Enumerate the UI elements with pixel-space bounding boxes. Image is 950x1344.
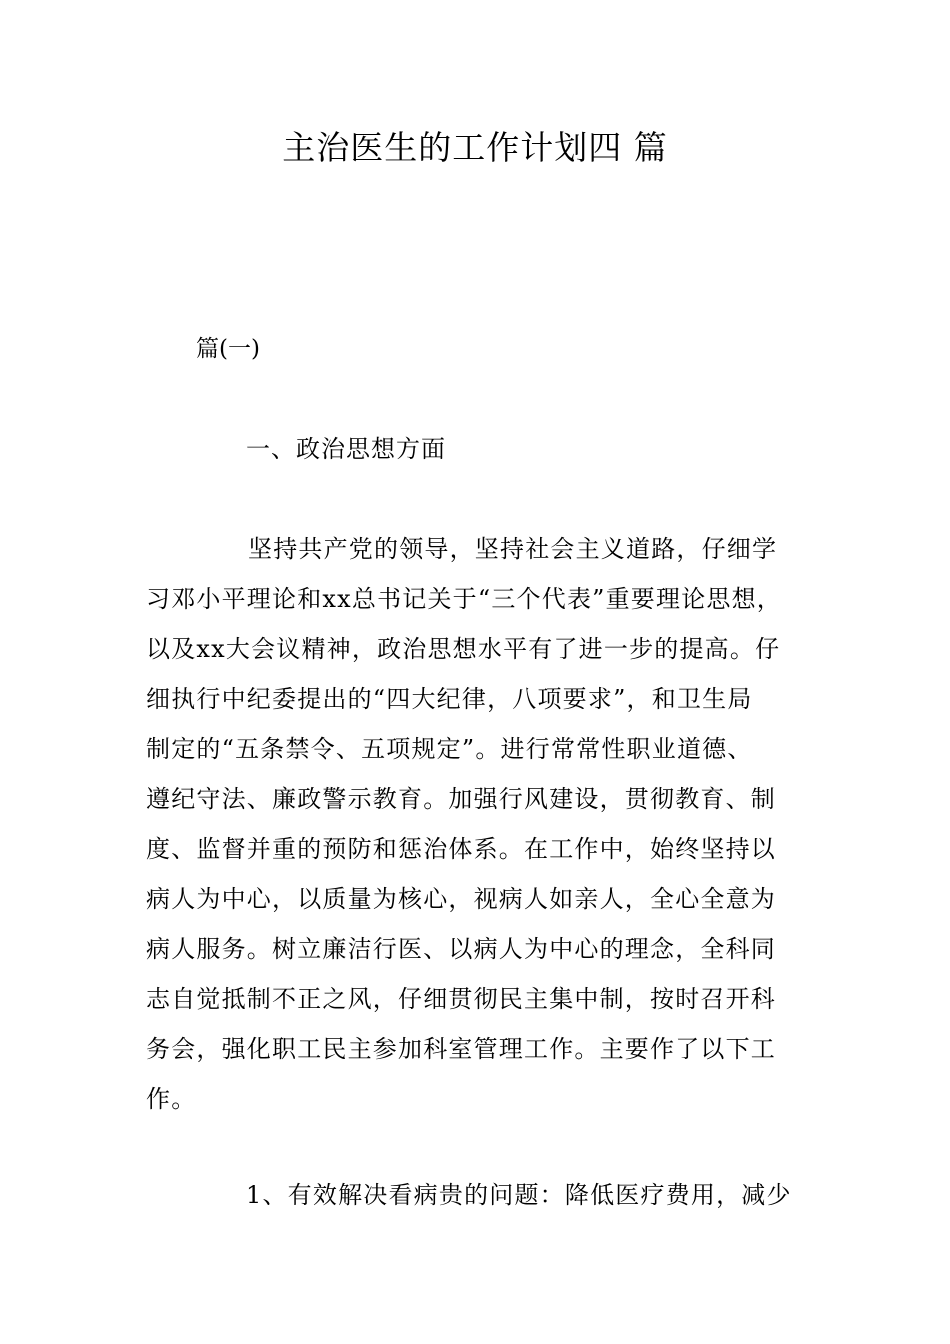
paragraph-line: 务会，强化职工民主参加科室管理工作。主要作了以下工 — [146, 1035, 776, 1063]
paragraph-line: 病人为中心，以质量为核心，视病人如亲人，全心全意为 — [146, 885, 776, 913]
paragraph-line: 1、有效解决看病贵的问题：降低医疗费用，减少 — [246, 1181, 792, 1209]
document-title: 主治医生的工作计划四 篇 — [282, 128, 668, 167]
paragraph-line: 坚持共产党的领导，坚持社会主义道路，仔细学 — [248, 535, 778, 563]
paragraph-line: 作。 — [146, 1085, 197, 1113]
paragraph-line: 以及xx大会议精神，政治思想水平有了进一步的提高。仔 — [146, 635, 781, 663]
paragraph-line: 志自觉抵制不正之风，仔细贯彻民主集中制，按时召开科 — [146, 985, 776, 1013]
section-heading: 一、政治思想方面 — [246, 435, 446, 463]
paragraph-line: 细执行中纪委提出的“四大纪律，八项要求”，和卫生局 — [146, 685, 753, 713]
paragraph-political-thought — [146, 524, 810, 1124]
paragraph-line: 遵纪守法、廉政警示教育。加强行风建设，贯彻教育、制 — [146, 785, 776, 813]
paragraph-line: 习邓小平理论和xx总书记关于“三个代表”重要理论思想， — [146, 585, 783, 613]
paragraph-line: 病人服务。树立廉洁行医、以病人为中心的理念，全科同 — [146, 935, 776, 963]
paragraph-line: 制定的“五条禁令、五项规定”。进行常常性职业道德、 — [146, 735, 753, 763]
paragraph-line: 度、监督并重的预防和惩治体系。在工作中，始终坚持以 — [146, 835, 776, 863]
paragraph-item-1 — [146, 1170, 810, 1220]
chapter-label: 篇(一) — [196, 336, 260, 362]
